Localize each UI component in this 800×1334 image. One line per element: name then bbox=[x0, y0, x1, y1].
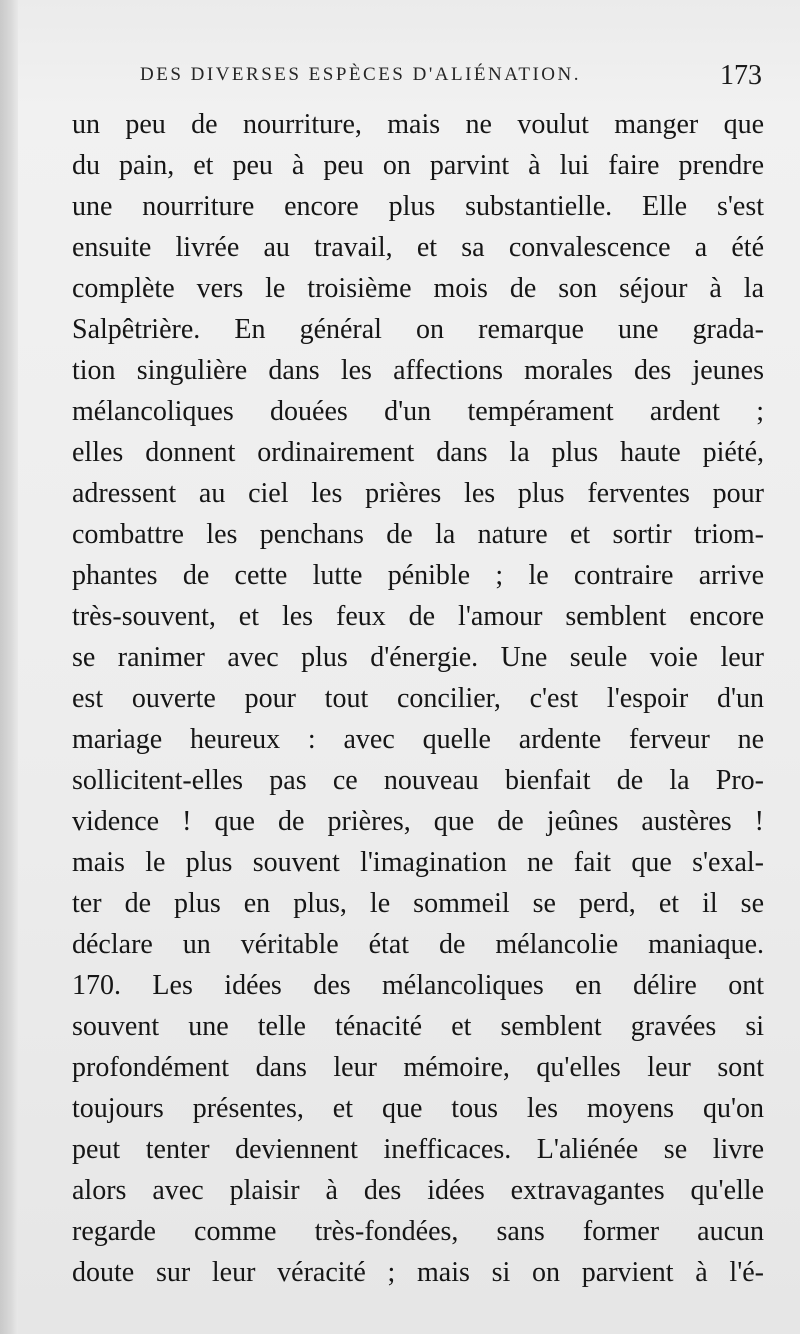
text-line: adressent au ciel les prières les plus ferventes pour bbox=[72, 478, 764, 509]
page-number: 173 bbox=[720, 60, 762, 91]
text-line: doute sur leur véracité ; mais si on parvient à l'é- bbox=[72, 1257, 764, 1288]
text-line: toujours présentes, et que tous les moyens qu'on bbox=[72, 1093, 764, 1124]
page-header bbox=[140, 60, 770, 100]
text-line: un peu de nourriture, mais ne voulut manger que bbox=[72, 109, 764, 140]
paragraph-start-line: 170. Les idées des mélancoliques en délire ont bbox=[72, 970, 764, 1001]
text-line: alors avec plaisir à des idées extravagantes qu'elle bbox=[72, 1175, 764, 1206]
text-line: très-souvent, et les feux de l'amour semblent encore bbox=[72, 601, 764, 632]
text-line: Salpêtrière. En général on remarque une grada- bbox=[72, 314, 764, 345]
text-line: vidence ! que de prières, que de jeûnes austères ! bbox=[72, 806, 764, 837]
text-line: ter de plus en plus, le sommeil se perd, et il se bbox=[72, 888, 764, 919]
text-line: sollicitent-elles pas ce nouveau bienfait de la Pro- bbox=[72, 765, 764, 796]
text-line: une nourriture encore plus substantielle. Elle s'est bbox=[72, 191, 764, 222]
running-title: DES DIVERSES ESPÈCES D'ALIÉNATION. bbox=[140, 64, 581, 85]
text-line: mais le plus souvent l'imagination ne fait que s'exal- bbox=[72, 847, 764, 878]
text-line: profondément dans leur mémoire, qu'elles leur sont bbox=[72, 1052, 764, 1083]
text-line: phantes de cette lutte pénible ; le contraire arrive bbox=[72, 560, 764, 591]
text-line: tion singulière dans les affections morales des jeunes bbox=[72, 355, 764, 386]
text-line: mélancoliques douées d'un tempérament ardent ; bbox=[72, 396, 764, 427]
text-line: complète vers le troisième mois de son séjour à la bbox=[72, 273, 764, 304]
text-line: peut tenter deviennent inefficaces. L'aliénée se livre bbox=[72, 1134, 764, 1165]
page-gutter-edge bbox=[0, 0, 18, 1334]
text-line: souvent une telle ténacité et semblent gravées si bbox=[72, 1011, 764, 1042]
text-line: est ouverte pour tout concilier, c'est l'espoir d'un bbox=[72, 683, 764, 714]
text-line: elles donnent ordinairement dans la plus haute piété, bbox=[72, 437, 764, 468]
text-line: regarde comme très-fondées, sans former aucun bbox=[72, 1216, 764, 1247]
text-line: mariage heureux : avec quelle ardente ferveur ne bbox=[72, 724, 764, 755]
text-line: ensuite livrée au travail, et sa convalescence a été bbox=[72, 232, 764, 263]
text-line: combattre les penchans de la nature et sortir triom- bbox=[72, 519, 764, 550]
text-line: déclare un véritable état de mélancolie maniaque. bbox=[72, 929, 764, 960]
body-text bbox=[72, 104, 764, 1293]
text-line: se ranimer avec plus d'énergie. Une seule voie leur bbox=[72, 642, 764, 673]
text-line: du pain, et peu à peu on parvint à lui faire prendre bbox=[72, 150, 764, 181]
